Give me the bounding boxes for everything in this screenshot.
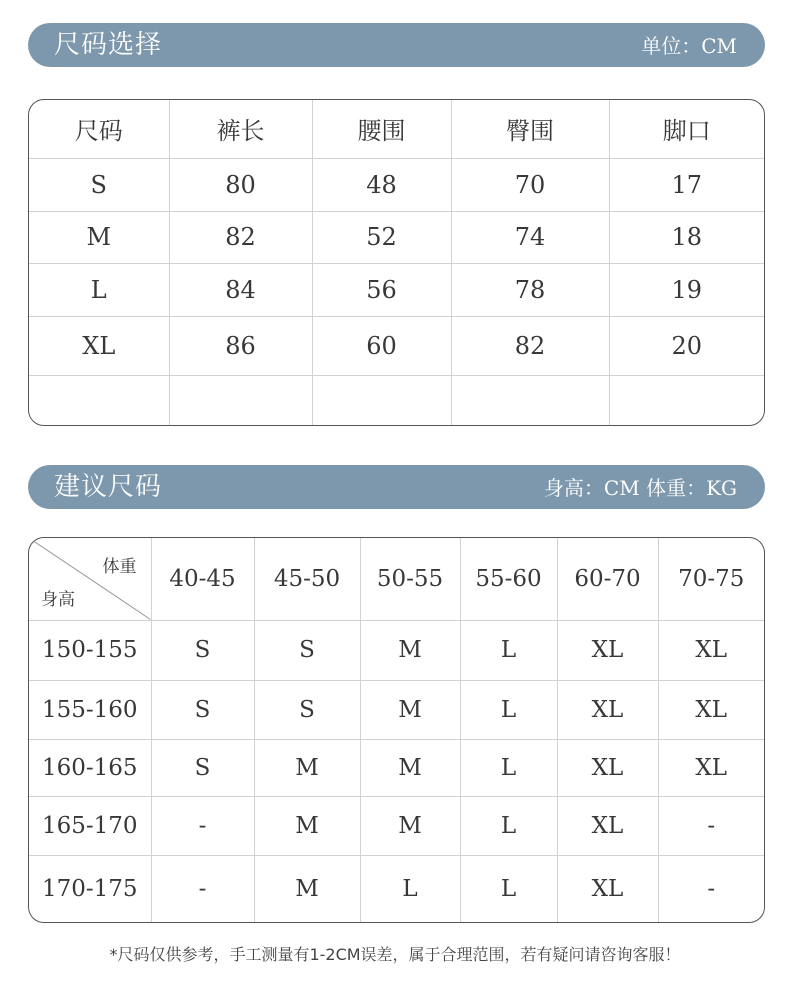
size-cell: S	[151, 620, 254, 680]
size-cell: L	[360, 855, 460, 922]
size-cell: L	[460, 739, 557, 796]
cell-waist: 60	[312, 316, 451, 375]
cell-hip: 78	[451, 263, 609, 316]
weight-header-row	[29, 538, 764, 620]
height-row	[29, 680, 764, 739]
size-cell: M	[254, 796, 360, 855]
cell-waist: 56	[312, 263, 451, 316]
size-cell: S	[151, 680, 254, 739]
size-cell: M	[360, 620, 460, 680]
weight-range-header: 40-45	[151, 538, 254, 620]
size-cell: XL	[557, 796, 658, 855]
weight-range-header: 60-70	[557, 538, 658, 620]
cell-pant-length: 86	[169, 316, 312, 375]
cell-waist: 52	[312, 211, 451, 263]
cell-leg-opening: 20	[609, 316, 764, 375]
size-cell: S	[151, 739, 254, 796]
cell-hip: 82	[451, 316, 609, 375]
size-cell: -	[151, 855, 254, 922]
size-cell: M	[360, 680, 460, 739]
height-range-cell: 170-175	[29, 855, 151, 922]
size-cell: L	[460, 855, 557, 922]
size-cell: M	[254, 855, 360, 922]
height-range-cell: 165-170	[29, 796, 151, 855]
height-row	[29, 620, 764, 680]
cell-pant-length: 80	[169, 158, 312, 211]
size-selection-title: 尺码选择	[54, 30, 163, 60]
size-cell: XL	[557, 739, 658, 796]
cell-empty	[312, 375, 451, 425]
size-chart-table	[28, 99, 765, 426]
size-selection-banner	[28, 23, 765, 67]
size-cell: XL	[557, 680, 658, 739]
recommended-size-banner	[28, 465, 765, 509]
corner-header-cell	[29, 538, 151, 620]
cell-empty	[29, 375, 169, 425]
cell-hip: 74	[451, 211, 609, 263]
weight-range-header: 45-50	[254, 538, 360, 620]
size-cell: XL	[658, 620, 764, 680]
size-cell: XL	[557, 620, 658, 680]
weight-range-header: 70-75	[658, 538, 764, 620]
size-row	[29, 158, 764, 211]
cell-size: XL	[29, 316, 169, 375]
footnote: *尺码仅供参考，手工测量有1-2CM误差，属于合理范围，若有疑问请咨询客服！	[109, 945, 681, 964]
size-cell: XL	[658, 739, 764, 796]
size-row	[29, 263, 764, 316]
cell-size: M	[29, 211, 169, 263]
height-row	[29, 739, 764, 796]
size-header-row	[29, 100, 764, 158]
cell-leg-opening: 17	[609, 158, 764, 211]
height-row	[29, 796, 764, 855]
cell-empty	[451, 375, 609, 425]
cell-pant-length: 84	[169, 263, 312, 316]
size-cell: S	[254, 680, 360, 739]
size-cell: L	[460, 620, 557, 680]
size-cell: L	[460, 680, 557, 739]
header-leg-opening: 脚口	[609, 100, 764, 158]
header-waist: 腰围	[312, 100, 451, 158]
height-row	[29, 855, 764, 922]
cell-size: S	[29, 158, 169, 211]
size-cell: -	[658, 855, 764, 922]
size-cell: L	[460, 796, 557, 855]
recommended-size-table	[28, 537, 765, 923]
corner-height-label: 身高	[41, 589, 75, 610]
cell-leg-opening: 18	[609, 211, 764, 263]
header-size: 尺码	[29, 100, 169, 158]
size-cell: XL	[658, 680, 764, 739]
cell-waist: 48	[312, 158, 451, 211]
size-cell: M	[360, 796, 460, 855]
height-range-cell: 155-160	[29, 680, 151, 739]
cell-hip: 70	[451, 158, 609, 211]
cell-leg-opening: 19	[609, 263, 764, 316]
size-cell: S	[254, 620, 360, 680]
size-cell: M	[360, 739, 460, 796]
cell-empty	[609, 375, 764, 425]
size-cell: -	[151, 796, 254, 855]
size-row	[29, 211, 764, 263]
header-hip: 臀围	[451, 100, 609, 158]
header-pant-length: 裤长	[169, 100, 312, 158]
size-row	[29, 316, 764, 375]
corner-weight-label: 体重	[102, 557, 137, 577]
size-empty-row	[29, 375, 764, 425]
size-cell: XL	[557, 855, 658, 922]
height-range-cell: 160-165	[29, 739, 151, 796]
size-cell: M	[254, 739, 360, 796]
height-range-cell: 150-155	[29, 620, 151, 680]
weight-range-header: 50-55	[360, 538, 460, 620]
size-unit-label: 单位：CM	[641, 34, 737, 58]
height-weight-unit-label: 身高：CM 体重：KG	[543, 476, 737, 500]
size-cell: -	[658, 796, 764, 855]
weight-range-header: 55-60	[460, 538, 557, 620]
recommended-size-title: 建议尺码	[54, 472, 163, 502]
cell-size: L	[29, 263, 169, 316]
cell-empty	[169, 375, 312, 425]
cell-pant-length: 82	[169, 211, 312, 263]
